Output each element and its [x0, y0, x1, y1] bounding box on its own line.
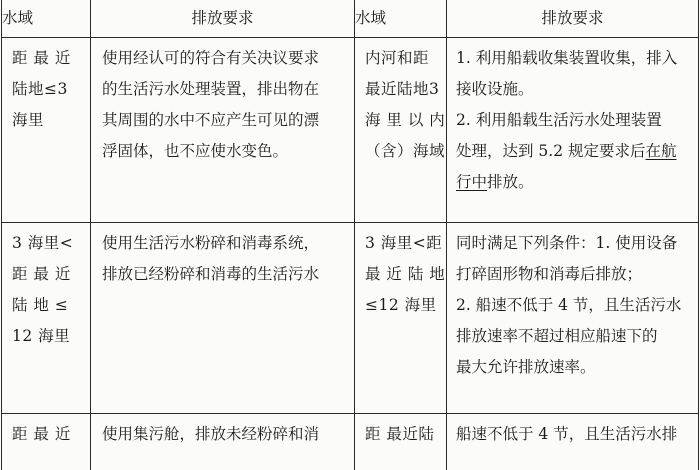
requirement-text: 使用集污舱，排放未经粉碎和消 [102, 425, 320, 443]
water-area-cell [2, 223, 91, 414]
requirement-cell [447, 414, 699, 470]
water-area-text: 距 最 近 陆地≤3 海里 [12, 49, 71, 129]
water-area-text: 距 最 近 [12, 425, 71, 443]
underlined-text: 行中 [456, 173, 488, 191]
requirement-text: 使用生活污水粉碎和消毒系统， 排放已经粉碎和消毒的生活污水 [102, 234, 320, 283]
requirement-cell [447, 38, 699, 223]
water-area-cell [2, 38, 91, 223]
water-area-cell [355, 414, 447, 470]
table-row [2, 223, 699, 414]
requirement-text [447, 38, 698, 198]
requirement-cell [91, 223, 355, 414]
table-header-row [2, 0, 699, 38]
requirement-text: 船速不低于 4 节，且生活污水排 [456, 425, 678, 443]
water-area-text: 距 最近陆 [365, 425, 435, 443]
underlined-text: 在航 [645, 142, 677, 160]
requirement-text-part: 1. 利用船载收集装置收集，排入 接收设施。 2. 利用船载生活污水处理装置 处理，达到 5.2 规定要求后 [456, 49, 678, 160]
requirement-cell [91, 38, 355, 223]
water-area-text: 3 海里<距 最 近 陆 地 ≤12 海里 [365, 234, 446, 314]
requirement-cell [447, 223, 699, 414]
requirement-text-part: 排放。 [487, 173, 534, 191]
requirement-text: 使用经认可的符合有关决议要求 的生活污水处理装置，排出物在 其周围的水中不应产生可见的漂 浮固体，也不应使水变色。 [102, 49, 320, 160]
sewage-discharge-table [1, 0, 699, 470]
table-row [2, 414, 699, 470]
water-area-cell [355, 223, 447, 414]
table-row [2, 38, 699, 223]
water-area-text: 内河和距 最近陆地3 海 里 以 内 （含）海域 [365, 49, 446, 160]
header-discharge-requirement-2: 排放要求 [447, 0, 699, 38]
header-water-area-2: 水域 [355, 0, 447, 38]
requirement-cell [91, 414, 355, 470]
water-area-cell [2, 414, 91, 470]
water-area-cell [355, 38, 447, 223]
header-discharge-requirement: 排放要求 [91, 0, 355, 38]
requirement-text: 同时满足下列条件：1. 使用设备 打碎固形物和消毒后排放； 2. 船速不低于 4 节，且生活污水 排放速率不超过相应船速下的 最大允许排放速率。 [456, 234, 682, 376]
water-area-text: 3 海里< 距 最 近 陆 地 ≤ 12 海里 [12, 234, 74, 345]
header-water-area: 水域 [2, 0, 91, 38]
